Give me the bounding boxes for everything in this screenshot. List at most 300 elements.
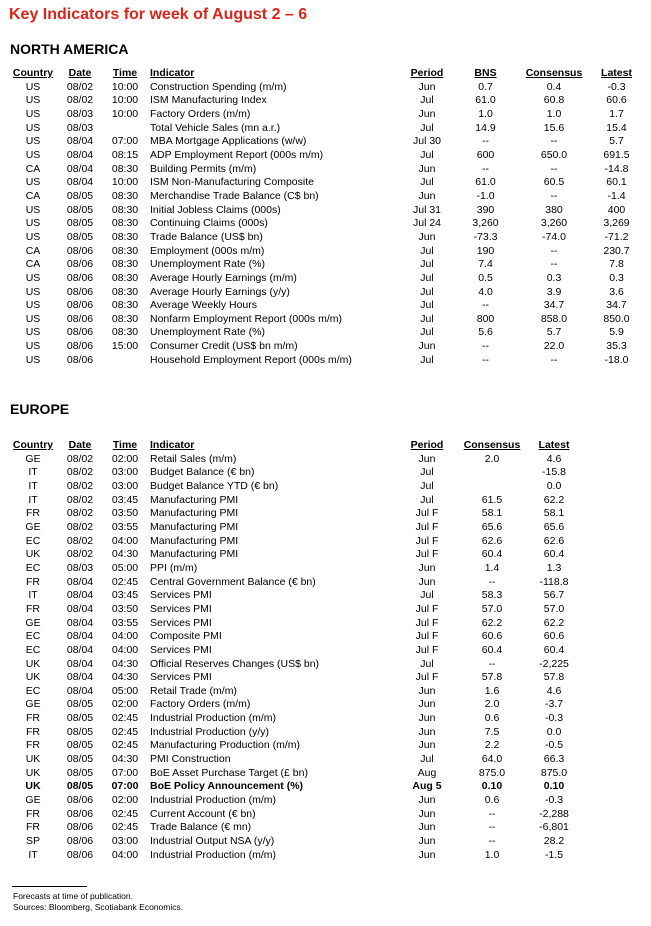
indicator-cell: Merchandise Trade Balance (C$ bn) <box>150 189 319 202</box>
time-cell: 02:45 <box>111 821 139 834</box>
bns-cell: 800 <box>476 312 495 325</box>
latest-cell: 1.3 <box>546 561 562 574</box>
bns-cell: 190 <box>476 244 495 257</box>
table-row <box>6 163 638 177</box>
country-cell: US <box>25 217 41 230</box>
time-cell: 08:30 <box>111 189 139 202</box>
date-cell: 08/04 <box>66 589 94 602</box>
period-cell: Jun <box>418 698 436 711</box>
period-cell: Jul <box>420 493 434 506</box>
period-cell: Jun <box>418 80 436 93</box>
consensus-cell: 15.6 <box>543 121 565 134</box>
time-cell: 03:00 <box>111 466 139 479</box>
country-cell: US <box>25 230 41 243</box>
country-cell: US <box>25 271 41 284</box>
consensus-cell: 60.6 <box>481 630 503 643</box>
latest-cell: 850.0 <box>603 312 630 325</box>
europe-table <box>6 439 582 862</box>
date-cell: 08/05 <box>66 712 94 725</box>
indicator-cell: Budget Balance (€ bn) <box>150 466 255 479</box>
date-cell: 08/04 <box>66 643 94 656</box>
bns-cell: -- <box>482 299 489 312</box>
date-cell: 08/02 <box>66 520 94 533</box>
date-cell: 08/05 <box>66 189 94 202</box>
time-cell: 02:45 <box>111 807 139 820</box>
latest-cell: 5.7 <box>609 135 624 148</box>
country-cell: IT <box>28 493 38 506</box>
latest-cell: -71.2 <box>604 230 629 243</box>
period-cell: Jul <box>420 148 434 161</box>
period-cell: Jun <box>418 340 436 353</box>
europe-header-row <box>6 439 582 453</box>
table-row <box>6 272 638 286</box>
latest-cell: 28.2 <box>543 835 565 848</box>
indicator-cell: Unemployment Rate (%) <box>150 258 265 271</box>
period-cell: Jul 30 <box>412 135 442 148</box>
country-cell: US <box>25 121 41 134</box>
col-country: Country <box>12 439 54 451</box>
time-cell: 03:50 <box>111 507 139 520</box>
col-consensus: Consensus <box>463 439 521 451</box>
time-cell: 02:45 <box>111 739 139 752</box>
date-cell: 08/05 <box>66 203 94 216</box>
consensus-cell: -- <box>550 258 558 271</box>
consensus-cell: -74.0 <box>542 230 566 243</box>
time-cell: 03:45 <box>111 589 139 602</box>
consensus-cell: 57.8 <box>481 671 503 684</box>
table-row <box>6 258 638 272</box>
country-cell: GE <box>25 452 41 465</box>
latest-cell: 62.2 <box>543 493 565 506</box>
country-cell: IT <box>28 848 38 861</box>
indicator-cell: Services PMI <box>150 589 212 602</box>
latest-cell: 34.7 <box>606 299 627 312</box>
date-cell: 08/06 <box>66 285 94 298</box>
period-cell: Jul F <box>415 616 439 629</box>
bns-cell: 61.0 <box>475 176 496 189</box>
time-cell: 08:30 <box>111 230 139 243</box>
latest-cell: 0.3 <box>609 271 624 284</box>
table-row <box>6 603 582 617</box>
indicator-cell: Services PMI <box>150 616 212 629</box>
period-cell: Jul <box>420 589 434 602</box>
bns-cell: -- <box>482 162 489 175</box>
time-cell: 08:30 <box>111 326 139 339</box>
bns-cell: 3,260 <box>472 217 499 230</box>
indicator-cell: BoE Policy Announcement (%) <box>150 780 304 793</box>
indicator-cell: Services PMI <box>150 643 212 656</box>
table-row <box>6 712 582 726</box>
table-row <box>6 313 638 327</box>
time-cell: 02:00 <box>111 452 139 465</box>
europe-heading: EUROPE <box>10 401 70 417</box>
time-cell: 07:00 <box>111 766 139 779</box>
bns-cell: 600 <box>476 148 495 161</box>
country-cell: UK <box>25 671 41 684</box>
time-cell: 02:00 <box>111 698 139 711</box>
country-cell: GE <box>25 616 41 629</box>
consensus-cell: 3.9 <box>546 285 562 298</box>
table-row <box>6 767 582 781</box>
table-row <box>6 122 638 136</box>
period-cell: Jun <box>418 835 436 848</box>
date-cell: 08/06 <box>66 244 94 257</box>
bns-cell: 5.6 <box>478 326 493 339</box>
time-cell: 02:00 <box>111 794 139 807</box>
latest-cell: 0.0 <box>546 725 562 738</box>
table-row <box>6 698 582 712</box>
bns-cell: -- <box>482 340 489 353</box>
time-cell: 04:30 <box>111 548 139 561</box>
table-row <box>6 286 638 300</box>
time-cell: 04:00 <box>111 643 139 656</box>
period-cell: Jul <box>420 94 434 107</box>
period-cell: Jul <box>420 121 434 134</box>
period-cell: Jun <box>418 107 436 120</box>
country-cell: US <box>25 285 41 298</box>
latest-cell: 60.4 <box>543 643 565 656</box>
date-cell: 08/04 <box>66 657 94 670</box>
country-cell: GE <box>25 520 41 533</box>
indicator-cell: Total Vehicle Sales (mn a.r.) <box>150 121 281 134</box>
indicator-cell: Current Account (€ bn) <box>150 807 256 820</box>
latest-cell: -3.7 <box>544 698 564 711</box>
latest-cell: 0.10 <box>543 780 565 793</box>
date-cell: 08/02 <box>66 493 94 506</box>
footnote-sources: Sources: Bloomberg, Scotiabank Economics. <box>13 902 184 912</box>
col-time: Time <box>112 67 138 79</box>
bns-cell: 0.5 <box>478 271 493 284</box>
time-cell: 03:45 <box>111 493 139 506</box>
indicator-cell: Trade Balance (US$ bn) <box>150 230 263 243</box>
indicator-cell: BoE Asset Purchase Target (£ bn) <box>150 766 308 779</box>
table-row <box>6 617 582 631</box>
consensus-cell: 60.4 <box>481 548 503 561</box>
country-cell: IT <box>28 466 38 479</box>
latest-cell: -14.8 <box>604 162 629 175</box>
date-cell: 08/02 <box>66 548 94 561</box>
country-cell: EC <box>25 630 41 643</box>
consensus-cell <box>458 466 526 480</box>
footnote-divider <box>12 886 87 887</box>
indicator-cell: Construction Spending (m/m) <box>150 80 287 93</box>
time-cell: 02:45 <box>111 725 139 738</box>
indicator-cell: Composite PMI <box>150 630 222 643</box>
consensus-cell: -- <box>488 807 496 820</box>
latest-cell: 230.7 <box>603 244 630 257</box>
col-date: Date <box>68 439 92 451</box>
country-cell: US <box>25 203 41 216</box>
bns-cell: 4.0 <box>478 285 493 298</box>
period-cell: Jul <box>420 285 434 298</box>
indicator-cell: Factory Orders (m/m) <box>150 107 251 120</box>
indicator-cell: Industrial Production (m/m) <box>150 794 277 807</box>
indicator-cell: Manufacturing PMI <box>150 520 239 533</box>
period-cell: Jul F <box>415 520 439 533</box>
time-cell: 03:55 <box>111 520 139 533</box>
date-cell: 08/06 <box>66 271 94 284</box>
time-cell: 02:45 <box>111 712 139 725</box>
date-cell: 08/03 <box>66 561 94 574</box>
consensus-cell: -- <box>550 353 558 366</box>
consensus-cell: -- <box>550 244 558 257</box>
table-row <box>6 217 638 231</box>
indicator-cell: Manufacturing PMI <box>150 493 239 506</box>
table-row <box>6 630 582 644</box>
indicator-cell: Nonfarm Employment Report (000s m/m) <box>150 312 342 325</box>
period-cell: Jul <box>420 657 434 670</box>
latest-cell: -6,801 <box>539 821 569 834</box>
indicator-cell: Manufacturing Production (m/m) <box>150 739 300 752</box>
date-cell: 08/05 <box>66 698 94 711</box>
period-cell: Aug 5 <box>412 780 442 793</box>
indicator-cell: Continuing Claims (000s) <box>150 217 268 230</box>
country-cell: GE <box>25 698 41 711</box>
latest-cell: 1.7 <box>609 107 624 120</box>
date-cell: 08/06 <box>66 807 94 820</box>
indicator-cell: ISM Non-Manufacturing Composite <box>150 176 314 189</box>
date-cell: 08/05 <box>66 230 94 243</box>
consensus-cell: 0.10 <box>481 780 503 793</box>
indicator-cell: Consumer Credit (US$ bn m/m) <box>150 340 298 353</box>
indicator-cell: Industrial Output NSA (y/y) <box>150 835 275 848</box>
country-cell: GE <box>25 794 41 807</box>
country-cell: US <box>25 340 41 353</box>
period-cell: Jul <box>420 326 434 339</box>
country-cell: CA <box>25 244 41 257</box>
consensus-cell: 34.7 <box>543 299 565 312</box>
consensus-cell: 57.0 <box>481 602 503 615</box>
period-cell: Jun <box>418 561 436 574</box>
table-row <box>6 685 582 699</box>
date-cell: 08/06 <box>66 326 94 339</box>
indicator-cell: Trade Balance (€ mn) <box>150 821 252 834</box>
time-cell <box>100 354 150 368</box>
country-cell: CA <box>25 162 41 175</box>
latest-cell: -0.3 <box>544 712 564 725</box>
indicator-cell: Household Employment Report (000s m/m) <box>150 353 352 366</box>
period-cell: Jul F <box>415 671 439 684</box>
latest-cell: 7.8 <box>609 258 624 271</box>
col-indicator: Indicator <box>150 67 195 79</box>
country-cell: FR <box>26 725 40 738</box>
consensus-cell: 0.6 <box>484 712 500 725</box>
table-row <box>6 794 582 808</box>
date-cell: 08/06 <box>66 848 94 861</box>
table-row <box>6 808 582 822</box>
bns-cell: -- <box>482 135 489 148</box>
date-cell: 08/04 <box>66 671 94 684</box>
country-cell: US <box>25 176 41 189</box>
date-cell: 08/02 <box>66 80 94 93</box>
consensus-cell: 2.0 <box>484 698 500 711</box>
time-cell: 04:30 <box>111 753 139 766</box>
consensus-cell: 62.6 <box>481 534 503 547</box>
time-cell: 03:50 <box>111 602 139 615</box>
country-cell: US <box>25 80 41 93</box>
table-row <box>6 108 638 122</box>
col-country: Country <box>12 67 54 79</box>
time-cell: 10:00 <box>111 176 139 189</box>
consensus-cell: 3,260 <box>540 217 568 230</box>
latest-cell: -0.3 <box>544 794 564 807</box>
col-consensus: Consensus <box>525 67 583 79</box>
date-cell: 08/05 <box>66 739 94 752</box>
table-row <box>6 753 582 767</box>
indicator-cell: ADP Employment Report (000s m/m) <box>150 148 324 161</box>
date-cell: 08/02 <box>66 452 94 465</box>
date-cell: 08/03 <box>66 121 94 134</box>
table-row <box>6 299 638 313</box>
period-cell: Jul <box>420 299 434 312</box>
table-row <box>6 849 582 863</box>
consensus-cell: 1.6 <box>484 684 500 697</box>
latest-cell: 15.4 <box>606 121 627 134</box>
col-indicator: Indicator <box>150 439 195 451</box>
consensus-cell: -- <box>550 189 558 202</box>
table-row <box>6 204 638 218</box>
latest-cell: 5.9 <box>609 326 624 339</box>
country-cell: UK <box>25 766 41 779</box>
bns-cell: -1.0 <box>476 189 495 202</box>
time-cell: 08:30 <box>111 299 139 312</box>
indicator-cell: Manufacturing PMI <box>150 548 239 561</box>
country-cell: FR <box>26 575 40 588</box>
date-cell: 08/02 <box>66 94 94 107</box>
country-cell: US <box>25 107 41 120</box>
consensus-cell: 1.0 <box>484 848 500 861</box>
date-cell: 08/02 <box>66 507 94 520</box>
table-row <box>6 81 638 95</box>
country-cell: FR <box>26 807 40 820</box>
latest-cell: -118.8 <box>539 575 569 588</box>
indicator-cell: Budget Balance YTD (€ bn) <box>150 479 279 492</box>
indicator-cell: PMI Construction <box>150 753 231 766</box>
latest-cell: 66.3 <box>543 753 565 766</box>
table-row <box>6 190 638 204</box>
period-cell: Jul <box>420 466 434 479</box>
consensus-cell: 60.8 <box>543 94 565 107</box>
table-row <box>6 821 582 835</box>
indicator-cell: Retail Sales (m/m) <box>150 452 237 465</box>
table-row <box>6 589 582 603</box>
indicator-cell: Factory Orders (m/m) <box>150 698 251 711</box>
country-cell: CA <box>25 189 41 202</box>
table-row <box>6 507 582 521</box>
indicator-cell: Services PMI <box>150 602 212 615</box>
time-cell: 03:00 <box>111 835 139 848</box>
bns-cell: 0.7 <box>478 80 493 93</box>
date-cell: 08/04 <box>66 602 94 615</box>
date-cell: 08/06 <box>66 258 94 271</box>
table-row <box>6 535 582 549</box>
latest-cell: 875.0 <box>540 766 568 779</box>
consensus-cell: 61.5 <box>481 493 503 506</box>
indicator-cell: Retail Trade (m/m) <box>150 684 237 697</box>
table-row <box>6 340 638 354</box>
country-cell: IT <box>28 589 38 602</box>
table-row <box>6 739 582 753</box>
time-cell: 08:30 <box>111 244 139 257</box>
period-cell: Jul <box>420 353 434 366</box>
consensus-cell: -- <box>488 821 496 834</box>
table-row <box>6 453 582 467</box>
table-row <box>6 135 638 149</box>
country-cell: US <box>25 299 41 312</box>
latest-cell: 56.7 <box>543 589 565 602</box>
bns-cell: 390 <box>476 203 495 216</box>
indicator-cell: Industrial Production (y/y) <box>150 725 270 738</box>
table-row <box>6 671 582 685</box>
country-cell: EC <box>25 643 41 656</box>
date-cell: 08/02 <box>66 466 94 479</box>
col-period: Period <box>410 439 444 451</box>
table-row <box>6 726 582 740</box>
consensus-cell: 1.4 <box>484 561 500 574</box>
country-cell: UK <box>25 548 41 561</box>
bns-cell: 14.9 <box>475 121 496 134</box>
consensus-cell <box>458 480 526 494</box>
indicator-cell: Services PMI <box>150 671 212 684</box>
latest-cell: 57.8 <box>543 671 565 684</box>
period-cell: Jul <box>420 258 434 271</box>
period-cell: Jun <box>418 684 436 697</box>
indicator-cell: Building Permits (m/m) <box>150 162 257 175</box>
latest-cell: 58.1 <box>543 507 565 520</box>
consensus-cell: 60.5 <box>543 176 565 189</box>
consensus-cell: 2.0 <box>484 452 500 465</box>
latest-cell: -1.5 <box>544 848 564 861</box>
date-cell: 08/04 <box>66 630 94 643</box>
indicator-cell: Unemployment Rate (%) <box>150 326 265 339</box>
country-cell: FR <box>26 602 40 615</box>
latest-cell: 60.1 <box>606 176 627 189</box>
time-cell: 08:30 <box>111 162 139 175</box>
country-cell: US <box>25 148 41 161</box>
country-cell: EC <box>25 561 41 574</box>
period-cell: Jul <box>420 753 434 766</box>
country-cell: FR <box>26 739 40 752</box>
consensus-cell: 64.0 <box>481 753 503 766</box>
country-cell: FR <box>26 821 40 834</box>
time-cell: 08:15 <box>111 148 139 161</box>
consensus-cell: 380 <box>545 203 563 216</box>
date-cell: 08/05 <box>66 753 94 766</box>
indicator-cell: Manufacturing PMI <box>150 507 239 520</box>
time-cell: 08:30 <box>111 217 139 230</box>
consensus-cell: -- <box>488 575 496 588</box>
latest-cell: 62.6 <box>543 534 565 547</box>
consensus-cell: 5.7 <box>546 326 562 339</box>
date-cell: 08/05 <box>66 780 94 793</box>
period-cell: Jul F <box>415 602 439 615</box>
time-cell: 08:30 <box>111 203 139 216</box>
table-row <box>6 245 638 259</box>
indicator-cell: Average Hourly Earnings (y/y) <box>150 285 290 298</box>
indicator-cell: Industrial Production (m/m) <box>150 848 277 861</box>
date-cell: 08/04 <box>66 575 94 588</box>
table-row <box>6 176 638 190</box>
period-cell: Jul <box>420 312 434 325</box>
date-cell: 08/02 <box>66 534 94 547</box>
table-row <box>6 326 638 340</box>
latest-cell: 0.0 <box>546 479 562 492</box>
bns-cell: 7.4 <box>478 258 493 271</box>
period-cell: Jul F <box>415 630 439 643</box>
date-cell: 08/05 <box>66 766 94 779</box>
date-cell: 08/03 <box>66 107 94 120</box>
indicator-cell: Initial Jobless Claims (000s) <box>150 203 281 216</box>
